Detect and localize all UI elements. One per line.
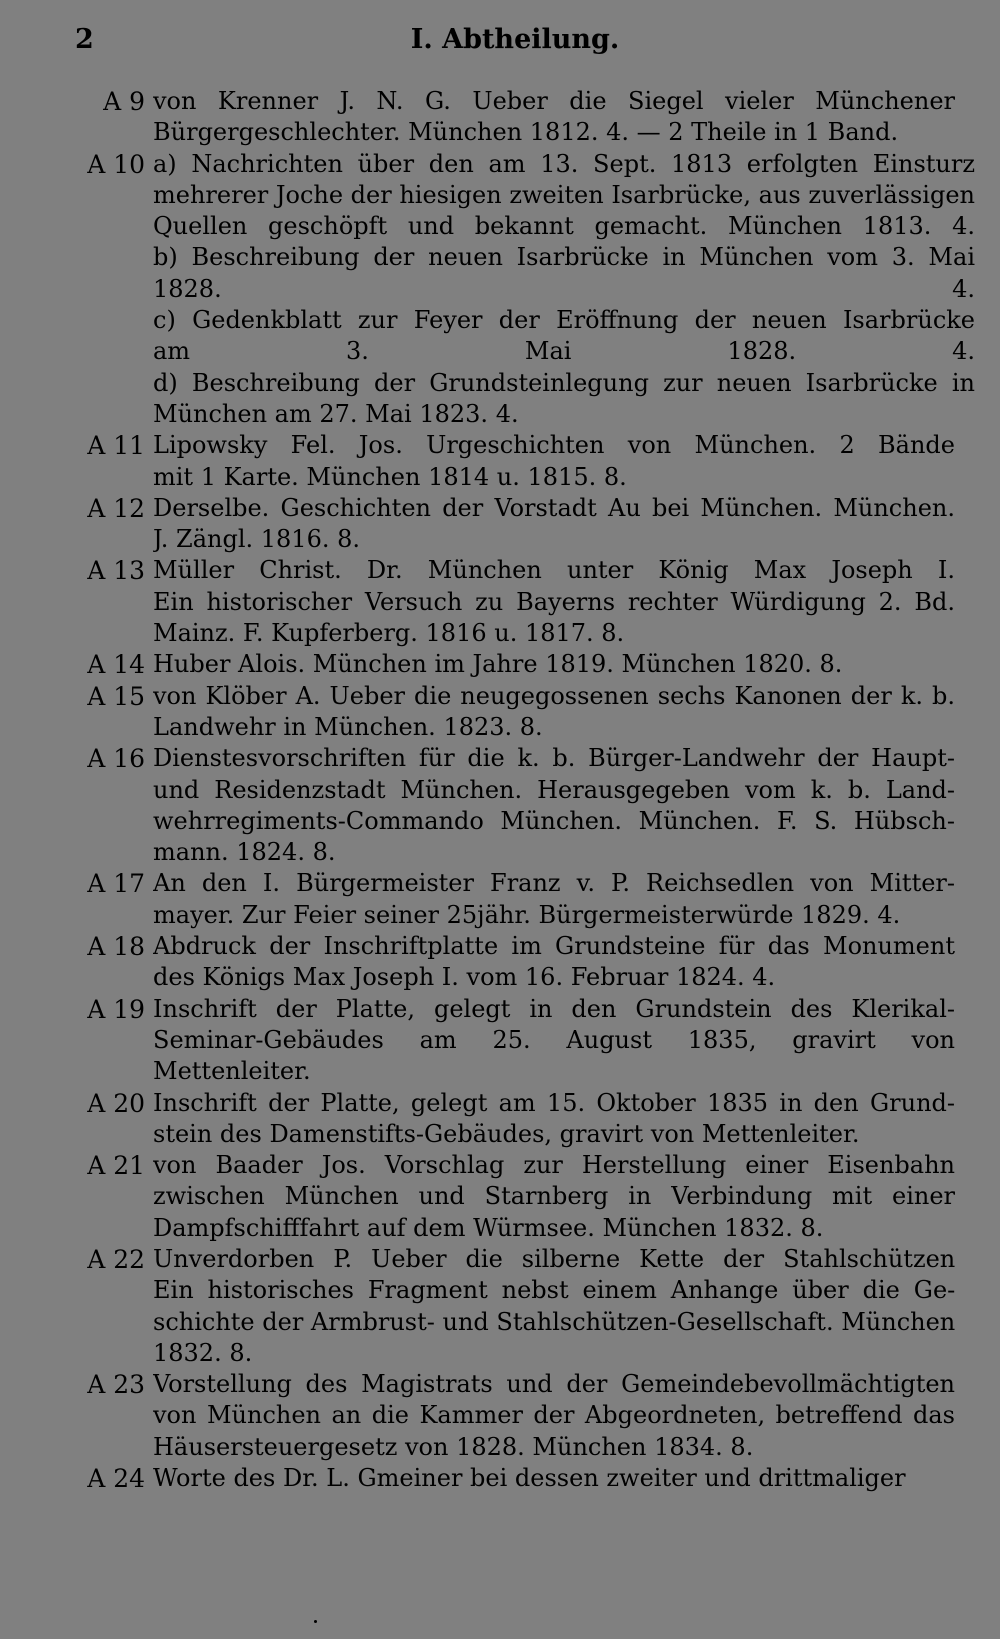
entry-line: Derselbe. Geschichten der Vorstadt Au bei München. München.: [153, 493, 955, 522]
catalog-entry: [75, 649, 955, 680]
catalog-entry: [75, 868, 955, 931]
entry-text: [153, 149, 975, 431]
entry-line: Häusersteuergesetz von 1828. München 1834. 8.: [153, 1432, 754, 1461]
entry-text: [153, 1369, 955, 1463]
entry-line: Müller Christ. Dr. München unter König Max Joseph I.: [153, 556, 955, 585]
catalog-entry: [75, 1463, 955, 1494]
page-number: 2: [75, 24, 94, 55]
entry-line: mann. 1824. 8.: [153, 838, 336, 867]
entry-text: [153, 430, 955, 493]
entry-signature: A 16: [87, 744, 145, 774]
entry-line: mehrerer Joche der hiesigen zweiten Isarbrücke, aus zuverlässigen: [153, 180, 975, 209]
entry-line: a) Nachrichten über den am 13. Sept. 1813 erfolgten Einsturz: [153, 149, 975, 178]
entry-text: [153, 1150, 955, 1244]
entry-signature: A 24: [87, 1464, 145, 1494]
entry-line: 1828. 4.: [153, 274, 975, 303]
entry-line: An den I. Bürgermeister Franz v. P. Reichsedlen von Mitter-: [153, 869, 955, 898]
entry-line: d) Beschreibung der Grundsteinlegung zur neuen Isarbrücke in: [153, 368, 975, 397]
catalog-entries: [75, 86, 975, 1494]
entry-signature: A 19: [87, 994, 145, 1024]
catalog-entry: [75, 994, 955, 1088]
catalog-entry: [75, 1088, 955, 1151]
entry-line: Huber Alois. München im Jahre 1819. München 1820. 8.: [153, 650, 843, 679]
entry-text: [153, 868, 955, 931]
entry-line: Quellen geschöpft und bekannt gemacht. München 1813. 4.: [153, 212, 975, 241]
entry-line: Lipowsky Fel. Jos. Urgeschichten von München. 2 Bände: [153, 431, 955, 460]
entry-signature: A 18: [87, 932, 145, 962]
entry-line: des Königs Max Joseph I. vom 16. Februar 1824. 4.: [153, 963, 776, 992]
entry-line: schichte der Armbrust- und Stahlschützen-Gesellschaft. München: [153, 1307, 956, 1336]
entry-line: 1832. 8.: [153, 1338, 253, 1367]
entry-line: wehrregiments-Commando München. München. F. S. Hübsch-: [153, 806, 955, 835]
entry-line: und Residenzstadt München. Herausgegeben vom k. b. Land-: [153, 775, 955, 804]
catalog-entry: [75, 1244, 955, 1369]
entry-line: Mainz. F. Kupferberg. 1816 u. 1817. 8.: [153, 619, 625, 648]
entry-text: [153, 931, 955, 994]
entry-text: [153, 743, 955, 868]
entry-line: von Krenner J. N. G. Ueber die Siegel vieler Münchener: [153, 87, 955, 115]
entry-line: Seminar-Gebäudes am 25. August 1835, gravirt von: [153, 1025, 955, 1054]
entry-signature: A 14: [87, 650, 145, 680]
entry-line: von München an die Kammer der Abgeordneten, betreffend das: [153, 1401, 955, 1430]
catalog-entry: [75, 493, 955, 556]
entry-line: von Baader Jos. Vorschlag zur Herstellung einer Eisenbahn: [153, 1151, 955, 1180]
ink-speck: [314, 1620, 317, 1623]
catalog-entry: [75, 681, 955, 744]
section-title: I. Abtheilung.: [410, 24, 620, 55]
entry-line: Bürgergeschlechter. München 1812. 4. — 2 Theile in 1 Band.: [153, 118, 899, 147]
entry-text: [153, 86, 955, 149]
catalog-entry: [75, 86, 955, 149]
entry-line: Landwehr in München. 1823. 8.: [153, 712, 543, 741]
entry-line: Dampfschifffahrt auf dem Würmsee. München 1832. 8.: [153, 1213, 824, 1242]
catalog-entry: [75, 1150, 955, 1244]
entry-line: Mettenleiter.: [153, 1057, 311, 1086]
entry-signature: A 9: [103, 87, 145, 116]
catalog-entry: [75, 1369, 955, 1463]
entry-signature: A 13: [87, 556, 145, 586]
catalog-entry: [75, 555, 955, 649]
entry-signature: A 23: [87, 1370, 145, 1400]
entry-signature: A 15: [87, 681, 145, 711]
entry-line: zwischen München und Starnberg in Verbindung mit einer: [153, 1182, 955, 1211]
entry-line: Inschrift der Platte, gelegt am 15. Oktober 1835 in den Grund-: [153, 1088, 955, 1117]
entry-line: mit 1 Karte. München 1814 u. 1815. 8.: [153, 462, 627, 491]
entry-line: am 3. Mai 1828. 4.: [153, 337, 975, 366]
entry-text: [153, 555, 955, 649]
entry-line: stein des Damenstifts-Gebäudes, gravirt von Mettenleiter.: [153, 1119, 860, 1148]
entry-line: München am 27. Mai 1823. 4.: [153, 399, 519, 428]
entry-line: c) Gedenkblatt zur Feyer der Eröffnung der neuen Isarbrücke: [153, 306, 975, 335]
entry-signature: A 12: [87, 493, 145, 523]
catalog-entry: [75, 149, 975, 431]
entry-text: [153, 493, 955, 556]
entry-line: Dienstesvorschriften für die k. b. Bürger-Landwehr der Haupt-: [153, 744, 955, 773]
catalog-entry: [75, 931, 955, 994]
entry-signature: A 17: [87, 869, 145, 899]
entry-text: [153, 994, 955, 1088]
entry-signature: A 20: [87, 1088, 145, 1118]
entry-line: b) Beschreibung der neuen Isarbrücke in München vom 3. Mai: [153, 243, 975, 272]
page-header: [75, 18, 955, 66]
entry-signature: A 22: [87, 1244, 145, 1274]
entry-line: Worte des Dr. L. Gmeiner bei dessen zweiter und drittmaliger: [153, 1464, 906, 1493]
catalog-entry: [75, 743, 955, 868]
entry-line: mayer. Zur Feier seiner 25jähr. Bürgermeisterwürde 1829. 4.: [153, 900, 901, 929]
entry-line: J. Zängl. 1816. 8.: [153, 525, 360, 554]
entry-text: [153, 1463, 955, 1494]
entry-text: [153, 681, 955, 744]
catalog-entry: [75, 430, 955, 493]
entry-signature: A 21: [87, 1151, 145, 1181]
entry-text: [153, 649, 955, 680]
entry-line: Ein historischer Versuch zu Bayerns rechter Würdigung 2. Bd.: [153, 587, 955, 616]
entry-signature: A 10: [87, 149, 145, 179]
entry-line: Abdruck der Inschriftplatte im Grundsteine für das Monument: [153, 932, 955, 961]
entry-line: Vorstellung des Magistrats und der Gemeindebevollmächtigten: [153, 1370, 955, 1399]
entry-line: Unverdorben P. Ueber die silberne Kette der Stahlschützen: [153, 1244, 956, 1273]
entry-text: [153, 1088, 955, 1151]
entry-signature: A 11: [87, 431, 145, 461]
entry-line: Ein historisches Fragment nebst einem Anhange über die Ge-: [153, 1276, 956, 1305]
entry-line: Inschrift der Platte, gelegt in den Grundstein des Klerikal-: [153, 994, 955, 1023]
entry-line: von Klöber A. Ueber die neugegossenen sechs Kanonen der k. b.: [153, 681, 955, 710]
entry-text: [153, 1244, 955, 1369]
